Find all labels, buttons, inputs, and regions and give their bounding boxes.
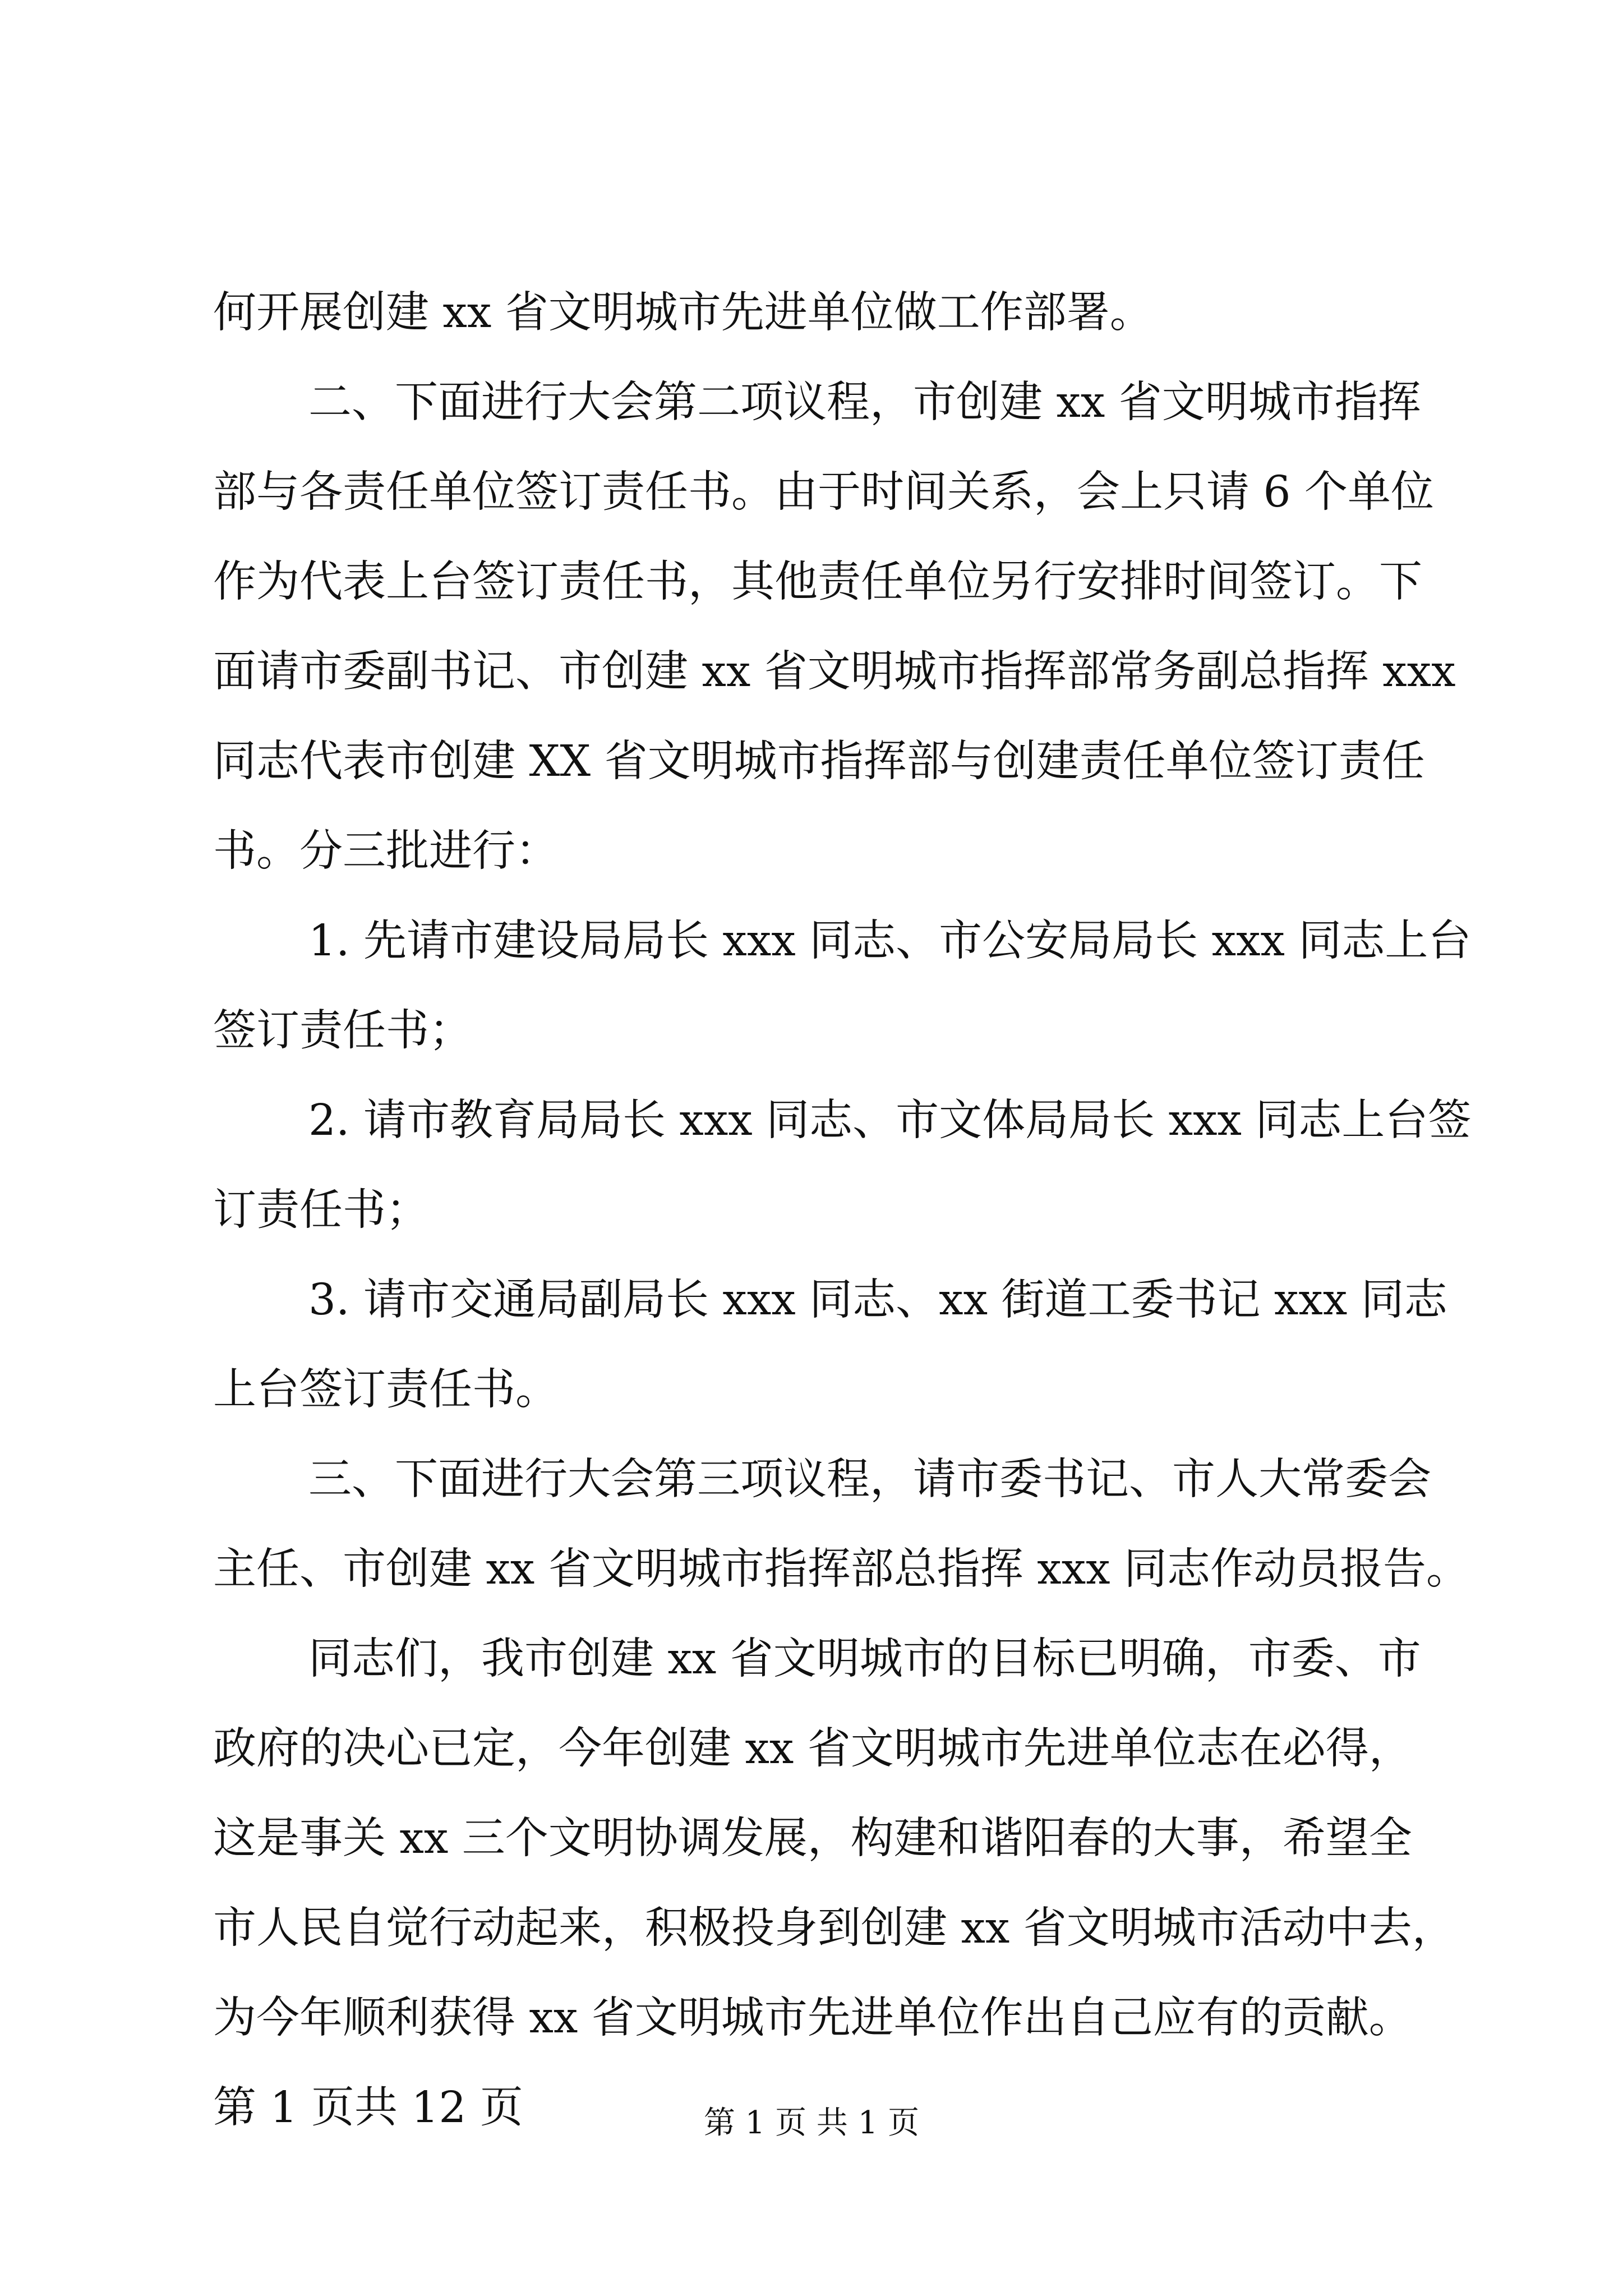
- text-line-12: 3. 请市交通局副局长 xxx 同志、xx 街道工委书记 xxx 同志: [308, 1275, 1447, 1325]
- text-line-17: 政府的决心已定，今年创建 xx 省文明城市先进单位志在必得，: [213, 1724, 1412, 1774]
- document-body: [213, 268, 1472, 2153]
- text-line-20: 为今年顺利获得 xx 省文明城市先进单位作出自己应有的贡献。: [213, 1993, 1412, 2043]
- text-line-10: 2. 请市教育局局长 xxx 同志、市文体局局长 xxx 同志上台签: [308, 1096, 1472, 1145]
- text-line-8: 1. 先请市建设局局长 xxx 同志、市公安局局长 xxx 同志上台: [308, 916, 1472, 966]
- text-line-15: 主任、市创建 xx 省文明城市指挥部总指挥 xxx 同志作动员报告。: [213, 1544, 1470, 1594]
- text-line-9: 签订责任书；: [213, 1006, 472, 1056]
- text-line-16: 同志们，我市创建 xx 省文明城市的目标已明确，市委、市: [308, 1634, 1421, 1684]
- text-line-18: 这是事关 xx 三个文明协调发展，构建和谐阳春的大事，希望全: [213, 1814, 1412, 1864]
- text-line-11: 订责任书；: [213, 1185, 429, 1235]
- text-line-2: 二、下面进行大会第二项议程，市创建 xx 省文明城市指挥: [308, 378, 1421, 427]
- text-line-1: 何开展创建 xx 省文明城市先进单位做工作部署。: [213, 288, 1153, 338]
- inline-page-count: 第 1 页共 12 页: [213, 2083, 523, 2133]
- text-line-5: 面请市委副书记、市创建 xx 省文明城市指挥部常务副总指挥 xxx: [213, 647, 1456, 697]
- text-line-3: 部与各责任单位签订责任书。由于时间关系，会上只请 6 个单位: [213, 467, 1434, 517]
- page-footer: 第 1 页 共 1 页: [703, 2105, 920, 2141]
- text-line-7: 书。分三批进行：: [213, 826, 559, 876]
- text-line-6: 同志代表市创建 XX 省文明城市指挥部与创建责任单位签订责任: [213, 737, 1425, 786]
- text-line-4: 作为代表上台签订责任书，其他责任单位另行安排时间签订。下: [213, 557, 1422, 607]
- text-line-13: 上台签订责任书。: [213, 1365, 559, 1415]
- text-line-19: 市人民自觉行动起来，积极投身到创建 xx 省文明城市活动中去，: [213, 1903, 1455, 1953]
- text-line-14: 三、下面进行大会第三项议程，请市委书记、市人大常委会: [308, 1455, 1431, 1504]
